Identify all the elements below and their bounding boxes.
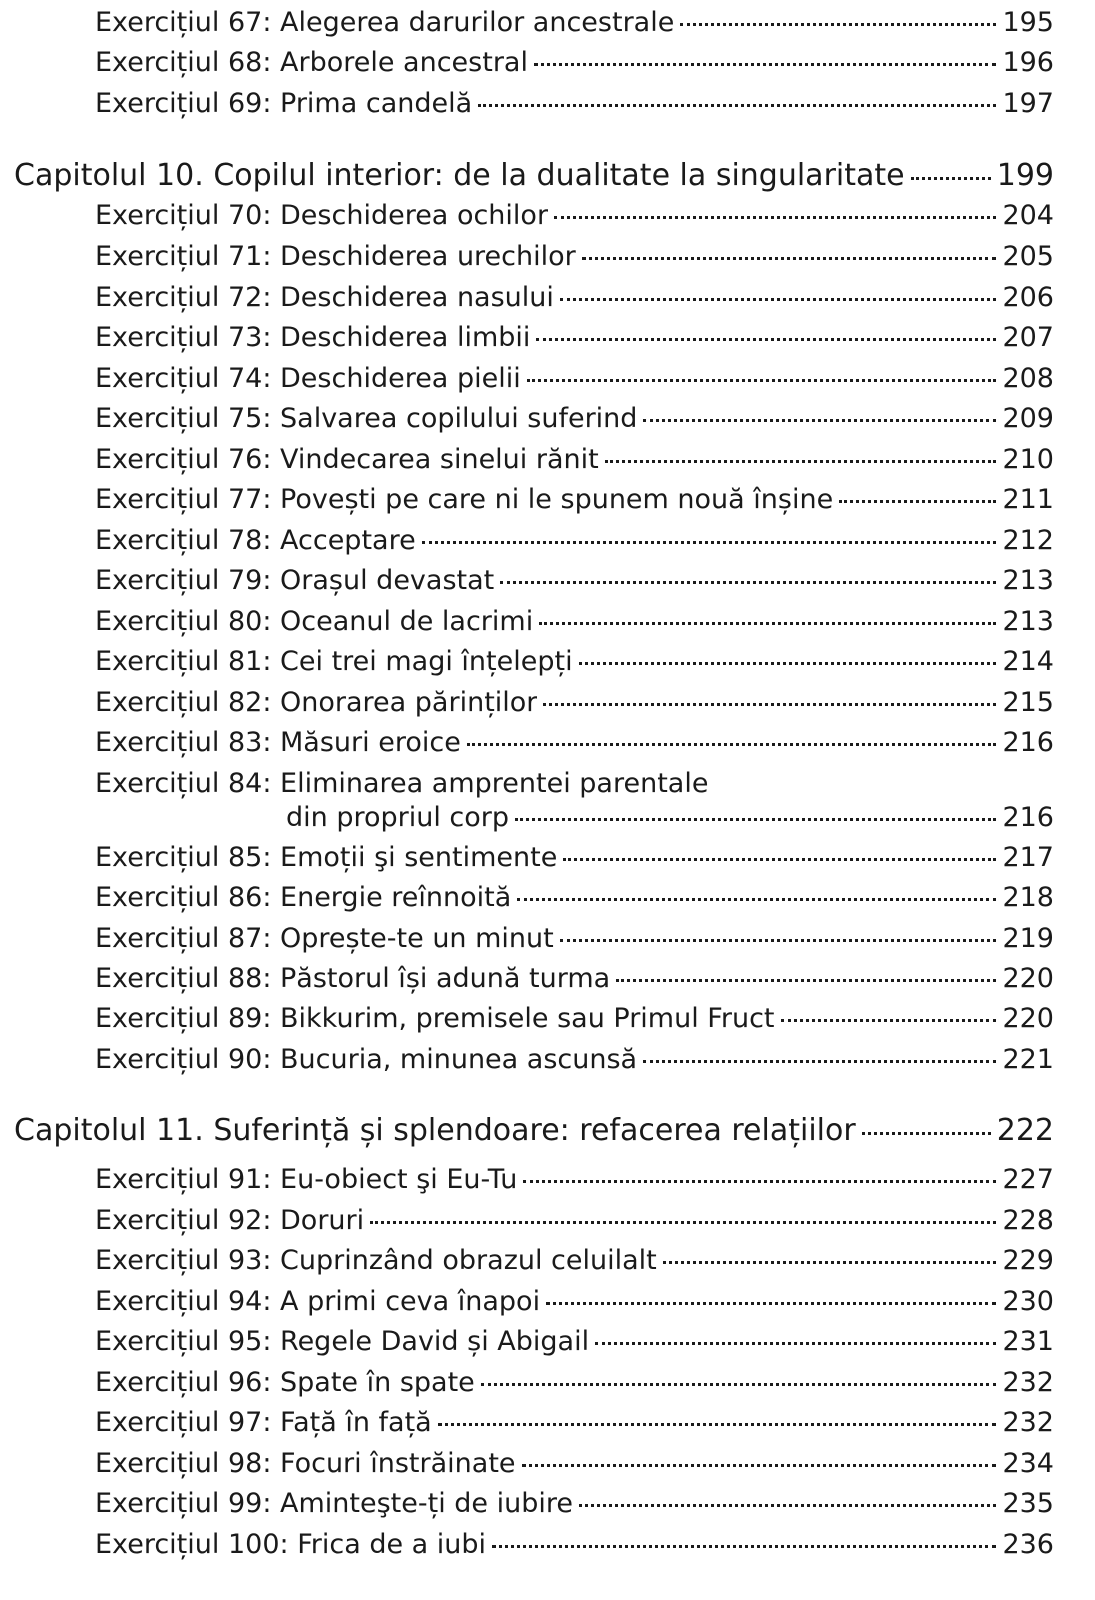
entry-title: Păstorul își adună turma <box>280 963 611 994</box>
dot-leader <box>515 818 996 821</box>
exercise-label: Exercițiul 83: <box>95 727 272 758</box>
toc-entry <box>95 362 1054 396</box>
dot-leader <box>554 216 996 219</box>
entry-title: Cuprinzând obrazul celuilalt <box>280 1245 657 1276</box>
toc-entry <box>95 1002 1054 1036</box>
dot-leader <box>534 63 996 66</box>
exercise-label: Exercițiul 98: <box>95 1448 272 1479</box>
toc-entry <box>95 686 1054 720</box>
page-number: 213 <box>1002 606 1054 637</box>
entry-title: Deschiderea nasului <box>280 282 554 313</box>
toc-entry <box>95 1163 1054 1197</box>
page-number: 207 <box>1002 322 1054 353</box>
toc-entry <box>95 6 1054 40</box>
exercise-label: Exercițiul 79: <box>95 565 272 596</box>
dot-leader <box>481 1383 997 1386</box>
dot-leader <box>478 104 996 107</box>
toc-chapter-entry <box>14 1112 1054 1150</box>
dot-leader <box>523 1180 996 1183</box>
entry-title: Față în față <box>280 1407 432 1438</box>
toc-entry <box>95 1528 1054 1562</box>
exercise-label: Exercițiul 100: <box>95 1529 289 1560</box>
page-number: 230 <box>1002 1286 1054 1317</box>
toc-entry <box>95 1244 1054 1278</box>
dot-leader <box>911 177 991 180</box>
exercise-label: Exercițiul 87: <box>95 923 272 954</box>
entry-title: Energie reînnoită <box>280 882 512 913</box>
toc-entry <box>95 199 1054 233</box>
page-number: 215 <box>1002 687 1054 718</box>
toc-entry <box>95 524 1054 558</box>
page-number: 195 <box>1002 7 1054 38</box>
page-number: 196 <box>1002 47 1054 78</box>
toc-entry <box>95 46 1054 80</box>
entry-title: Suferință și splendoare: refacerea relațiilor <box>213 1113 856 1148</box>
toc-entry <box>95 726 1054 760</box>
entry-title: Cei trei magi înțelepți <box>280 646 573 677</box>
toc-entry <box>95 645 1054 679</box>
exercise-label: Exercițiul 78: <box>95 525 272 556</box>
toc-entry <box>95 1406 1054 1440</box>
page-number: 206 <box>1002 282 1054 313</box>
dot-leader <box>522 1464 997 1467</box>
toc-entry <box>95 87 1054 121</box>
dot-leader <box>839 500 996 503</box>
entry-title: Măsuri eroice <box>280 727 461 758</box>
page-number: 231 <box>1002 1326 1054 1357</box>
exercise-label: Exercițiul 95: <box>95 1326 272 1357</box>
dot-leader <box>527 379 997 382</box>
dot-leader <box>680 23 996 26</box>
exercise-label: Exercițiul 94: <box>95 1286 272 1317</box>
toc-entry <box>95 1447 1054 1481</box>
page-number: 228 <box>1002 1205 1054 1236</box>
entry-title: Onorarea părinților <box>280 687 538 718</box>
dot-leader <box>560 939 997 942</box>
toc-entry <box>95 240 1054 274</box>
dot-leader <box>643 419 996 422</box>
dot-leader <box>781 1019 997 1022</box>
page-number: 236 <box>1002 1529 1054 1560</box>
exercise-label: Exercițiul 88: <box>95 963 272 994</box>
entry-title: Doruri <box>280 1205 365 1236</box>
exercise-label: Exercițiul 92: <box>95 1205 272 1236</box>
dot-leader <box>560 298 997 301</box>
toc-entry <box>95 443 1054 477</box>
dot-leader <box>643 1060 996 1063</box>
entry-title: Povești pe care ni le spunem nouă înșine <box>280 484 834 515</box>
exercise-label: Exercițiul 97: <box>95 1407 272 1438</box>
exercise-label: Exercițiul 84: <box>95 768 272 799</box>
dot-leader <box>579 1504 996 1507</box>
page-number: 204 <box>1002 200 1054 231</box>
page-number: 199 <box>996 158 1054 193</box>
page-number: 208 <box>1002 363 1054 394</box>
page-number: 197 <box>1002 88 1054 119</box>
entry-title: Prima candelă <box>280 88 473 119</box>
toc-entry <box>95 321 1054 355</box>
exercise-label: Exercițiul 85: <box>95 842 272 873</box>
exercise-label: Exercițiul 90: <box>95 1044 272 1075</box>
entry-title: Spate în spate <box>280 1367 475 1398</box>
toc-entry <box>286 801 1054 835</box>
exercise-label: Exercițiul 72: <box>95 282 272 313</box>
entry-title: Aminteşte-ți de iubire <box>280 1488 573 1519</box>
chapter-label: Capitolul 11. <box>14 1113 204 1148</box>
dot-leader <box>422 541 997 544</box>
dot-leader <box>616 979 996 982</box>
dot-leader <box>543 703 996 706</box>
toc-entry <box>95 1487 1054 1521</box>
dot-leader <box>546 1302 996 1305</box>
entry-title: Deschiderea urechilor <box>280 241 576 272</box>
exercise-label: Exercițiul 67: <box>95 7 272 38</box>
exercise-label: Exercițiul 96: <box>95 1367 272 1398</box>
toc-entry <box>95 1285 1054 1319</box>
page-number: 232 <box>1002 1407 1054 1438</box>
entry-title: Bikkurim, premisele sau Primul Fruct <box>280 1003 775 1034</box>
exercise-label: Exercițiul 76: <box>95 444 272 475</box>
dot-leader <box>517 898 996 901</box>
entry-title: Vindecarea sinelui rănit <box>280 444 599 475</box>
page-number: 232 <box>1002 1367 1054 1398</box>
toc-entry <box>95 483 1054 517</box>
entry-title: Acceptare <box>280 525 416 556</box>
exercise-label: Exercițiul 75: <box>95 403 272 434</box>
entry-title: Regele David și Abigail <box>280 1326 590 1357</box>
exercise-label: Exercițiul 80: <box>95 606 272 637</box>
exercise-label: Exercițiul 86: <box>95 882 272 913</box>
page-number: 229 <box>1002 1245 1054 1276</box>
page-number: 214 <box>1002 646 1054 677</box>
dot-leader <box>539 622 996 625</box>
toc-entry <box>95 1366 1054 1400</box>
exercise-label: Exercițiul 68: <box>95 47 272 78</box>
exercise-label: Exercițiul 89: <box>95 1003 272 1034</box>
toc-entry <box>95 281 1054 315</box>
entry-title: Oprește-te un minut <box>280 923 554 954</box>
dot-leader <box>605 460 997 463</box>
exercise-label: Exercițiul 71: <box>95 241 272 272</box>
entry-title: Deschiderea ochilor <box>280 200 549 231</box>
exercise-label: Exercițiul 91: <box>95 1164 272 1195</box>
toc-entry <box>95 402 1054 436</box>
page-number: 216 <box>1002 802 1054 833</box>
entry-title: Eliminarea amprentei parentale <box>280 768 709 799</box>
exercise-label: Exercițiul 99: <box>95 1488 272 1519</box>
page-number: 205 <box>1002 241 1054 272</box>
exercise-label: Exercițiul 73: <box>95 322 272 353</box>
exercise-label: Exercițiul 74: <box>95 363 272 394</box>
page-number: 219 <box>1002 923 1054 954</box>
exercise-label: Exercițiul 70: <box>95 200 272 231</box>
page-number: 220 <box>1002 1003 1054 1034</box>
entry-title: Alegerea darurilor ancestrale <box>280 7 675 38</box>
dot-leader <box>563 858 996 861</box>
toc-entry <box>95 1325 1054 1359</box>
page-number: 221 <box>1002 1044 1054 1075</box>
entry-title: Oceanul de lacrimi <box>280 606 534 637</box>
dot-leader <box>582 257 997 260</box>
toc-entry <box>95 605 1054 639</box>
chapter-label: Capitolul 10. <box>14 158 204 193</box>
page-number: 220 <box>1002 963 1054 994</box>
entry-title: Orașul devastat <box>280 565 495 596</box>
toc-entry <box>95 962 1054 996</box>
entry-title: Focuri înstrăinate <box>280 1448 516 1479</box>
entry-title: Eu-obiect şi Eu-Tu <box>280 1164 518 1195</box>
dot-leader <box>663 1261 997 1264</box>
exercise-label: Exercițiul 69: <box>95 88 272 119</box>
entry-title: Frica de a iubi <box>297 1529 487 1560</box>
toc-chapter-entry <box>14 157 1054 195</box>
page-number: 222 <box>996 1113 1054 1148</box>
entry-title: din propriul corp <box>286 802 510 833</box>
page-number: 213 <box>1002 565 1054 596</box>
exercise-label: Exercițiul 82: <box>95 687 272 718</box>
entry-title: Emoții şi sentimente <box>280 842 558 873</box>
dot-leader <box>467 743 997 746</box>
dot-leader <box>579 662 997 665</box>
entry-title: Deschiderea pielii <box>280 363 521 394</box>
page-number: 212 <box>1002 525 1054 556</box>
page-number: 234 <box>1002 1448 1054 1479</box>
entry-title: Copilul interior: de la dualitate la singularitate <box>213 158 905 193</box>
page-number: 217 <box>1002 842 1054 873</box>
dot-leader <box>370 1221 996 1224</box>
toc-entry <box>95 767 708 801</box>
page-number: 227 <box>1002 1164 1054 1195</box>
exercise-label: Exercițiul 93: <box>95 1245 272 1276</box>
page-number: 210 <box>1002 444 1054 475</box>
page-number: 216 <box>1002 727 1054 758</box>
dot-leader <box>438 1423 997 1426</box>
exercise-label: Exercițiul 77: <box>95 484 272 515</box>
entry-title: Deschiderea limbii <box>280 322 531 353</box>
page-number: 218 <box>1002 882 1054 913</box>
entry-title: Salvarea copilului suferind <box>280 403 638 434</box>
entry-title: Bucuria, minunea ascunsă <box>280 1044 638 1075</box>
exercise-label: Exercițiul 81: <box>95 646 272 677</box>
toc-entry <box>95 1043 1054 1077</box>
dot-leader <box>862 1132 991 1135</box>
dot-leader <box>595 1342 996 1345</box>
toc-entry <box>95 922 1054 956</box>
page-number: 209 <box>1002 403 1054 434</box>
page-number: 235 <box>1002 1488 1054 1519</box>
dot-leader <box>536 338 996 341</box>
dot-leader <box>492 1545 996 1548</box>
dot-leader <box>500 581 996 584</box>
toc-entry <box>95 564 1054 598</box>
entry-title: Arborele ancestral <box>280 47 528 78</box>
page-number: 211 <box>1002 484 1054 515</box>
toc-entry <box>95 881 1054 915</box>
toc-entry <box>95 1204 1054 1238</box>
toc-entry <box>95 841 1054 875</box>
entry-title: A primi ceva înapoi <box>280 1286 541 1317</box>
